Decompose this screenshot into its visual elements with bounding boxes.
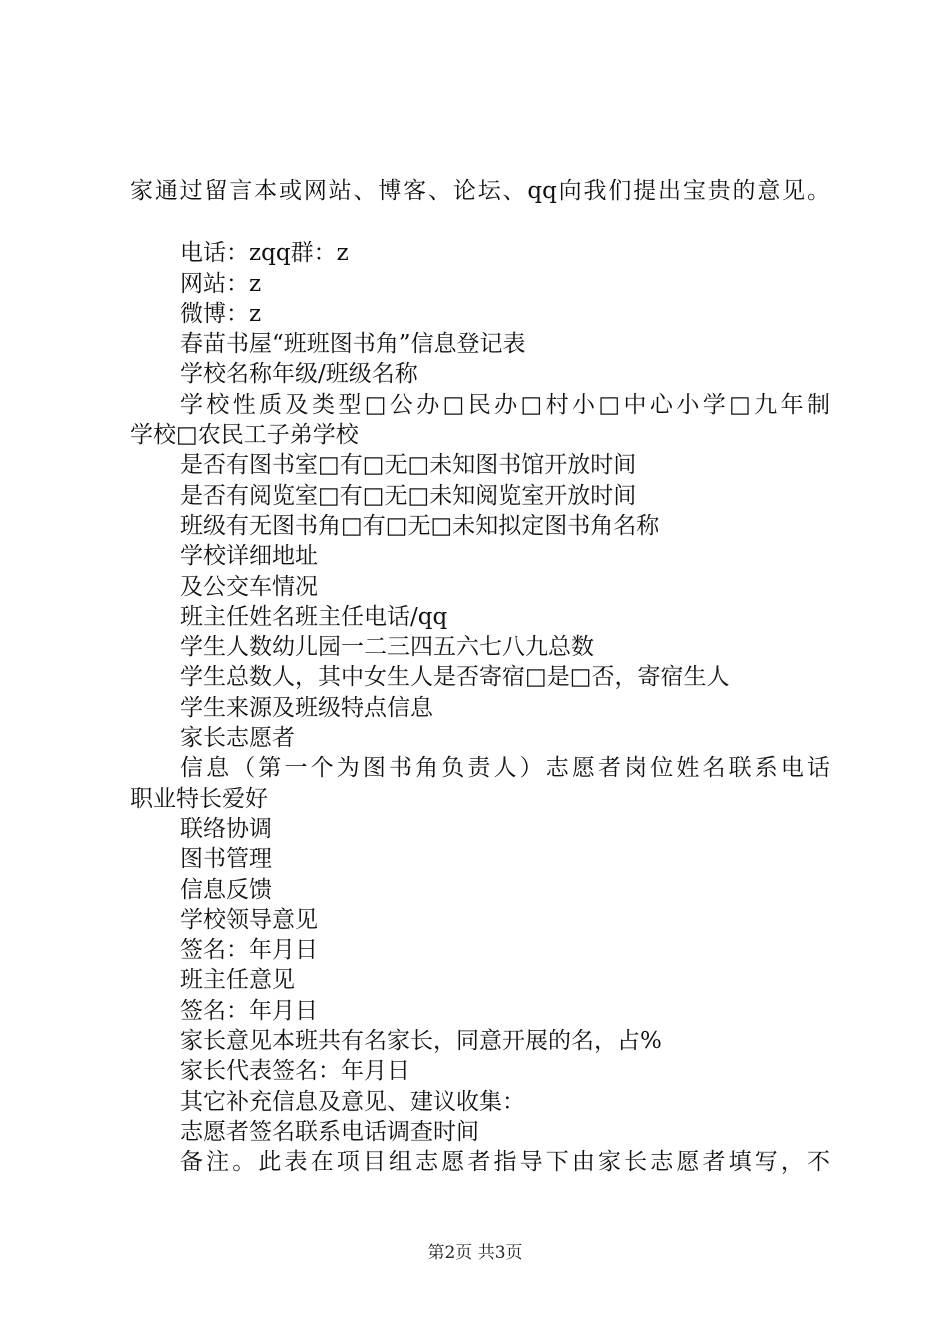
weibo-line: 微博：z [180, 300, 262, 327]
form-line: 是否有阅览室□有□无□未知阅览室开放时间 [180, 482, 637, 509]
form-line: 学校详细地址 [180, 543, 318, 570]
website-line: 网站：z [180, 270, 262, 297]
form-line: 学校领导意见 [180, 906, 318, 933]
form-line: 学生总数人，其中女生人是否寄宿□是□否，寄宿生人 [180, 664, 730, 691]
form-line: 及公交车情况 [180, 573, 318, 600]
form-line: 学生人数幼儿园一二三四五六七八九总数 [180, 634, 594, 661]
form-line: 职业特长爱好 [130, 785, 268, 812]
paragraph-line: 家通过留言本或网站、博客、论坛、qq向我们提出宝贵的意见。 [130, 178, 830, 204]
form-line: 信息（第一个为图书角负责人）志愿者岗位姓名联系电话 [180, 755, 830, 782]
form-line: 班级有无图书角□有□无□未知拟定图书角名称 [180, 512, 660, 539]
form-line: 其它补充信息及意见、建议收集： [180, 1088, 525, 1115]
form-line: 备注。此表在项目组志愿者指导下由家长志愿者填写，不 [180, 1149, 830, 1176]
form-line: 学生来源及班级特点信息 [180, 694, 433, 721]
form-line: 图书管理 [180, 846, 272, 873]
form-line: 班主任姓名班主任电话/qq [180, 603, 448, 630]
form-line: 家长意见本班共有名家长，同意开展的名，占% [180, 1028, 662, 1055]
phone-line: 电话：zqq群：z [180, 240, 349, 267]
form-line: 是否有图书室□有□无□未知图书馆开放时间 [180, 452, 637, 479]
page-footer: 第2页 共3页 [427, 1243, 523, 1263]
form-line: 志愿者签名联系电话调查时间 [180, 1118, 479, 1145]
form-line: 签名：年月日 [180, 937, 318, 964]
form-line: 学校□农民工子弟学校 [130, 422, 359, 449]
form-line: 家长代表签名：年月日 [180, 1058, 410, 1085]
form-line: 签名：年月日 [180, 997, 318, 1024]
form-title: 春苗书屋“班班图书角”信息登记表 [180, 331, 526, 358]
form-line: 信息反馈 [180, 876, 272, 903]
form-line: 家长志愿者 [180, 725, 295, 752]
form-line: 学校性质及类型□公办□民办□村小□中心小学□九年制 [180, 391, 830, 418]
form-line: 班主任意见 [180, 967, 295, 994]
form-line: 学校名称年级/班级名称 [180, 361, 418, 388]
form-line: 联络协调 [180, 815, 272, 842]
document-body [130, 176, 830, 1178]
